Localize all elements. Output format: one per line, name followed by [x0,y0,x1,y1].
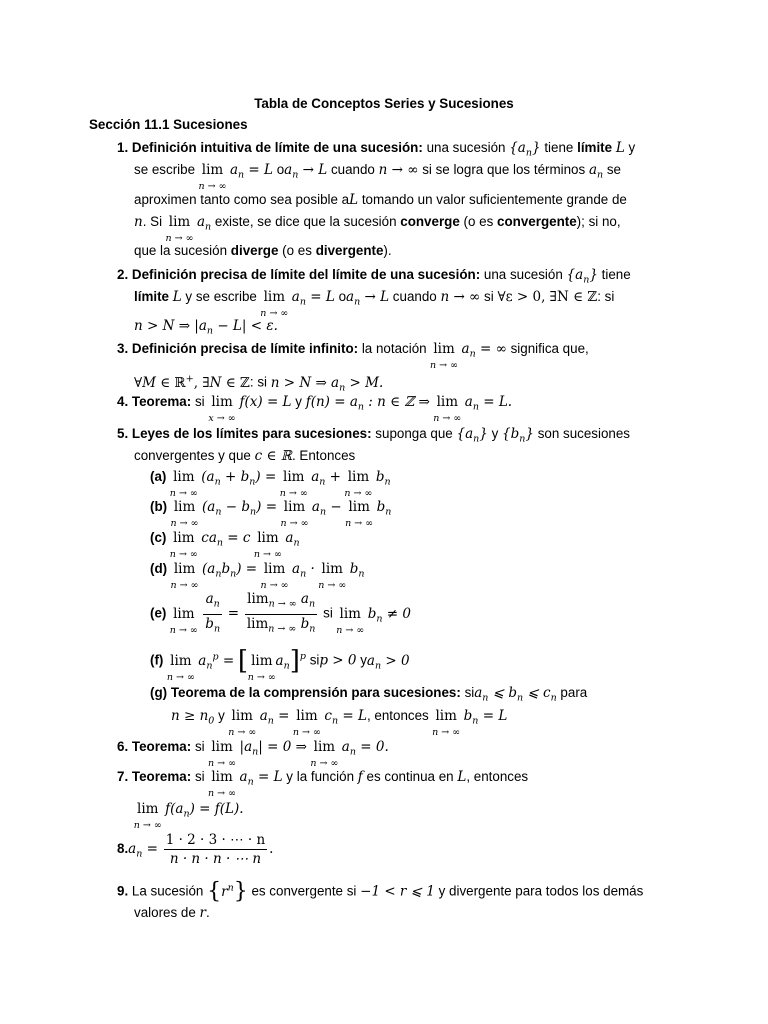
law-d: (d) lim n → ∞ $(a_nb_n) = \lim$ n → ∞ $a_n \cdot \lim$ n → ∞ $b_n$ [150,561,365,591]
item-5-line-2: convergentes y que c ∈ ℝ. Entonces [134,448,356,464]
item-1-line-5: que la sucesión diverge (o es divergente). [134,243,392,258]
law-g-line-2: $n \ge n_0$ y lim n → ∞ $a_n = \lim$ n → ∞ $c_n = L$, entonces lim n → ∞ $b_n = L$ [171,708,508,738]
item-6-line-1: 6. Teorema: si lim n → ∞ $|a_n| = 0$ ⇒ lim n → ∞ $a_n = 0$. [117,739,389,769]
item-2-line-1: 2. Definición precisa de límite del límite de una sucesión: una sucesión $\{a_n\}$ tiene [117,267,631,286]
item-7-line-2: lim n → ∞ $f(a_n) = f(L)$. [133,801,244,831]
law-e: (e) lim n → ∞ $\frac{a_n}{b_n}$ = $\frac{\lim_{n \to \infty} a_n}{\lim_{n \to \infty} b_n}$ si lim n → ∞ $b_n \ne 0$ [150,591,411,637]
item-8-line-1: $8.a_n$ = $\frac{1 \cdot 2 \cdot 3 \cdot \cdots \cdot n}{n \cdot n \cdot n \cdot \cdots n}$ . [117,831,274,867]
page-title: Tabla de Conceptos Series y Sucesiones [254,96,514,111]
law-a: (a) lim n → ∞ $(a_n + b_n) = \lim$ n → ∞ $a_n + \lim$ n → ∞ $b_n$ [150,469,391,499]
item-9-line-1: 9. La sucesión $\{r^n\}$ es convergente si −1 < r ⩽ 1 y divergente para todos los demás [117,878,644,904]
item-3-line-1: 3. Definición precisa de límite infinito: la notación lim n → ∞ $a_n$ = ∞ significa que, [117,341,589,371]
item-5-line-1: 5. Leyes de los límites para sucesiones: suponga que $\{a_n\}$ y $\{b_n\}$ son sucesiones [117,426,631,445]
item-9-line-2: valores de r. [134,905,210,921]
item-1-line-1: 1. Definición intuitiva de límite de una sucesión: una sucesión $\{a_n\}$ tiene límite L y [117,140,636,159]
law-c: (c) lim n → ∞ $ca_n = c$ lim n → ∞ $a_n$ [150,530,300,560]
item-1-line-4: n. Si lim n → ∞ $a_n$ existe, se dice que la sucesión converge (o es convergente); si no, [134,214,621,244]
law-g-line-1: (g) Teorema de la comprensión para sucesiones: sia$_n$ ⩽ $b_n$ ⩽ $c_n$ para [150,685,588,704]
item-2-line-3: n > N ⇒ $|a_n - L| < \varepsilon$. [134,318,278,337]
item-4-line-1: 4. Teorema: si lim x → ∞ f(x) = L y $f(n) = a_n$ : n ∈ ℤ ⇒ lim n → ∞ $a_n = L$. [117,394,513,424]
item-7-line-1: 7. Teorema: si lim n → ∞ $a_n = L$ y la función f es continua en L, entonces [117,769,529,799]
law-f: (f) lim n → ∞ $a_n^p$ = [ lim n → ∞ $a_n]^p$ sip > 0 $ya_n > 0$ [150,645,410,683]
item-1-line-3: aproximen tanto como sea posible aL tomando un valor suficientemente grande de [134,192,627,208]
item-2-line-2: límite L y se escribe lim n → ∞ $a_n = L$ $oa_n \to L$ cuando n → ∞ si ∀ε > 0, ∃N ∈ ℤ: si [134,289,615,319]
item-1-line-2: se escribe lim n → ∞ $a_n = L$ $oa_n \to L$ cuando n → ∞ si se logra que los términos $a_n$ se [134,162,622,192]
section-heading: Sección 11.1 Sucesiones [89,117,248,132]
item-3-line-2: ∀M ∈ ℝ+, ∃N ∈ ℤ: si n > N ⇒ $a_n > M$. [134,373,384,394]
law-b: (b) lim n → ∞ $(a_n - b_n) = \lim$ n → ∞ $a_n - \lim$ n → ∞ $b_n$ [150,499,392,529]
